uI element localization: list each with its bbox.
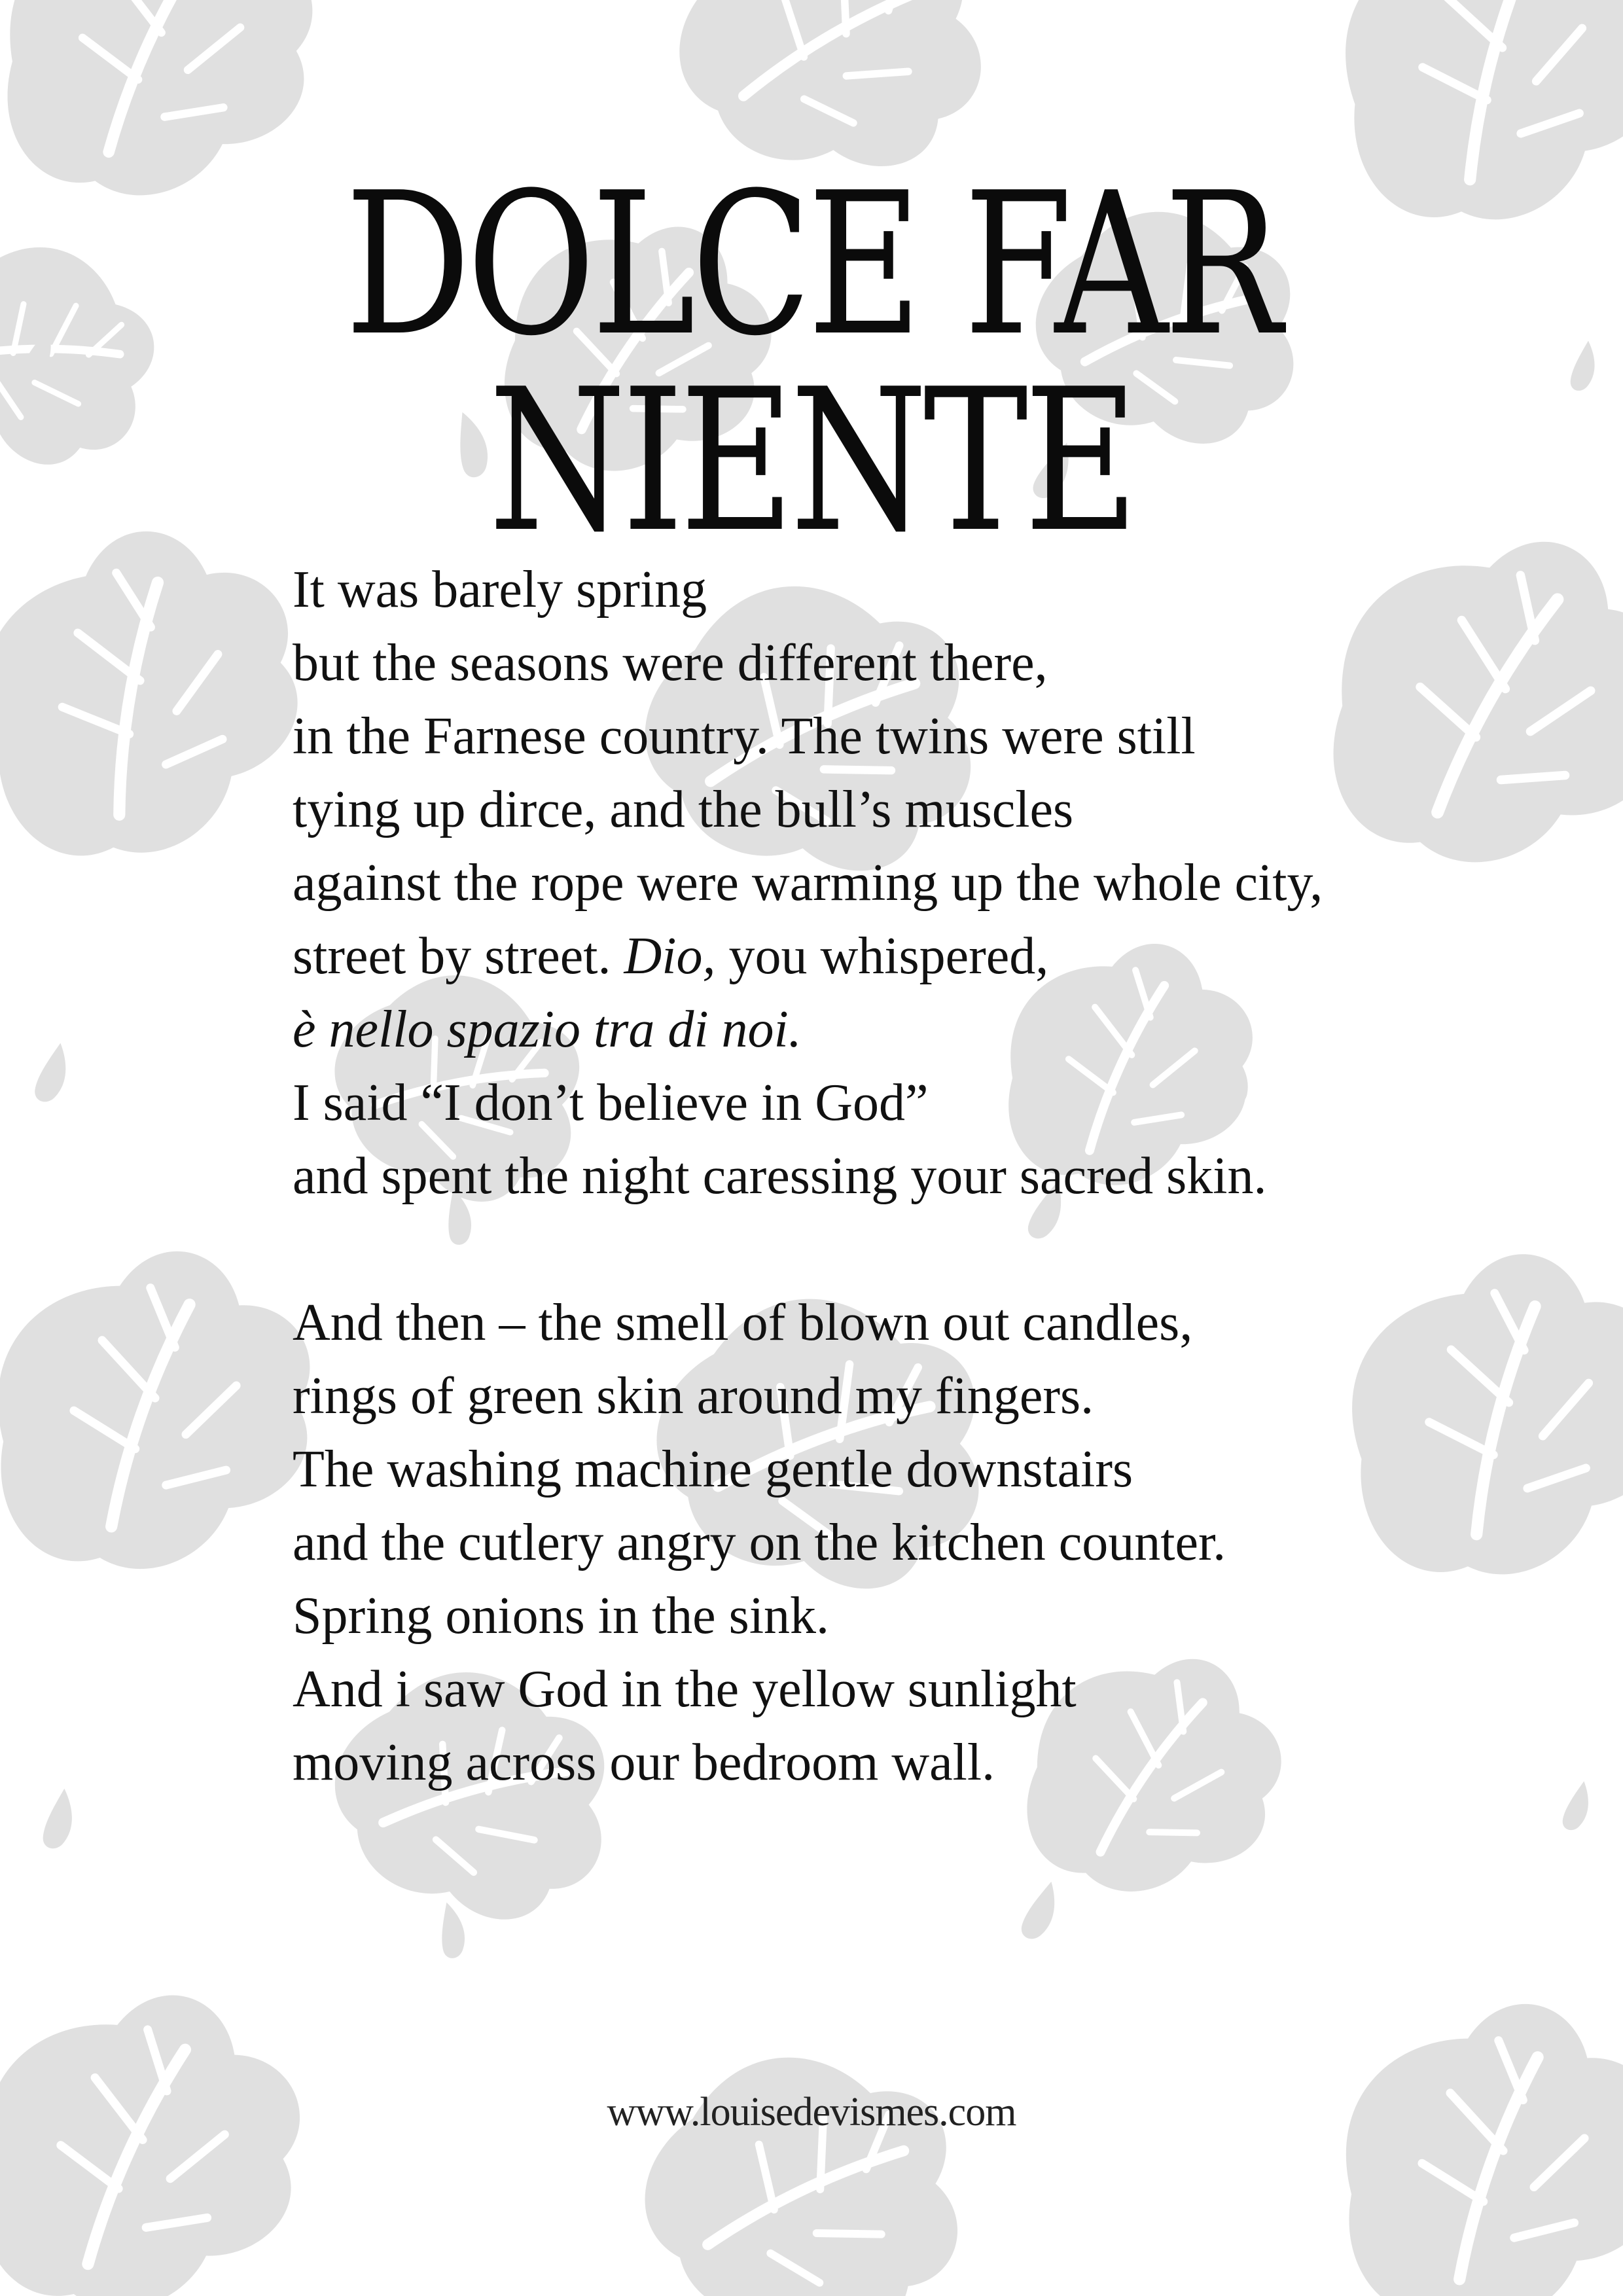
poem-line: It was barely spring (293, 561, 707, 619)
poem-line: moving across our bedroom wall. (293, 1734, 995, 1791)
poem-line: in the Farnese country. The twins were still (293, 708, 1196, 765)
poem-line: I said “I don’t believe in God” (293, 1074, 929, 1132)
poem-line: Spring onions in the sink. (293, 1587, 830, 1645)
poem-line: and the cutlery angry on the kitchen counter. (293, 1514, 1226, 1571)
poem-line: against the rope were warming up the whole city, (293, 854, 1323, 912)
poem-line (293, 920, 1536, 993)
poem-line: rings of green skin around my fingers. (293, 1367, 1094, 1425)
poem-title: DOLCE FAR NIENTE (345, 151, 1278, 575)
stanza-break (293, 1213, 1536, 1286)
poem-line: but the seasons were different there, (293, 634, 1048, 692)
poem-text: street by street. (293, 927, 624, 985)
poem-line: And then – the smell of blown out candles, (293, 1294, 1193, 1352)
poem-line: And i saw God in the yellow sunlight (293, 1660, 1077, 1718)
poem-italic-text: Dio, (624, 927, 716, 985)
poem-line: tying up dirce, and the bull’s muscles (293, 781, 1074, 838)
poem-text: you whispered, (715, 927, 1049, 985)
poem-body (293, 553, 1536, 1799)
poem-line (293, 993, 1536, 1066)
poem-line: and spent the night caressing your sacred skin. (293, 1147, 1267, 1205)
poem-line: The washing machine gentle downstairs (293, 1441, 1133, 1498)
website-url: www.louisedevismes.com (607, 2090, 1016, 2134)
poem-italic-text: è nello spazio tra di noi. (293, 1001, 802, 1058)
